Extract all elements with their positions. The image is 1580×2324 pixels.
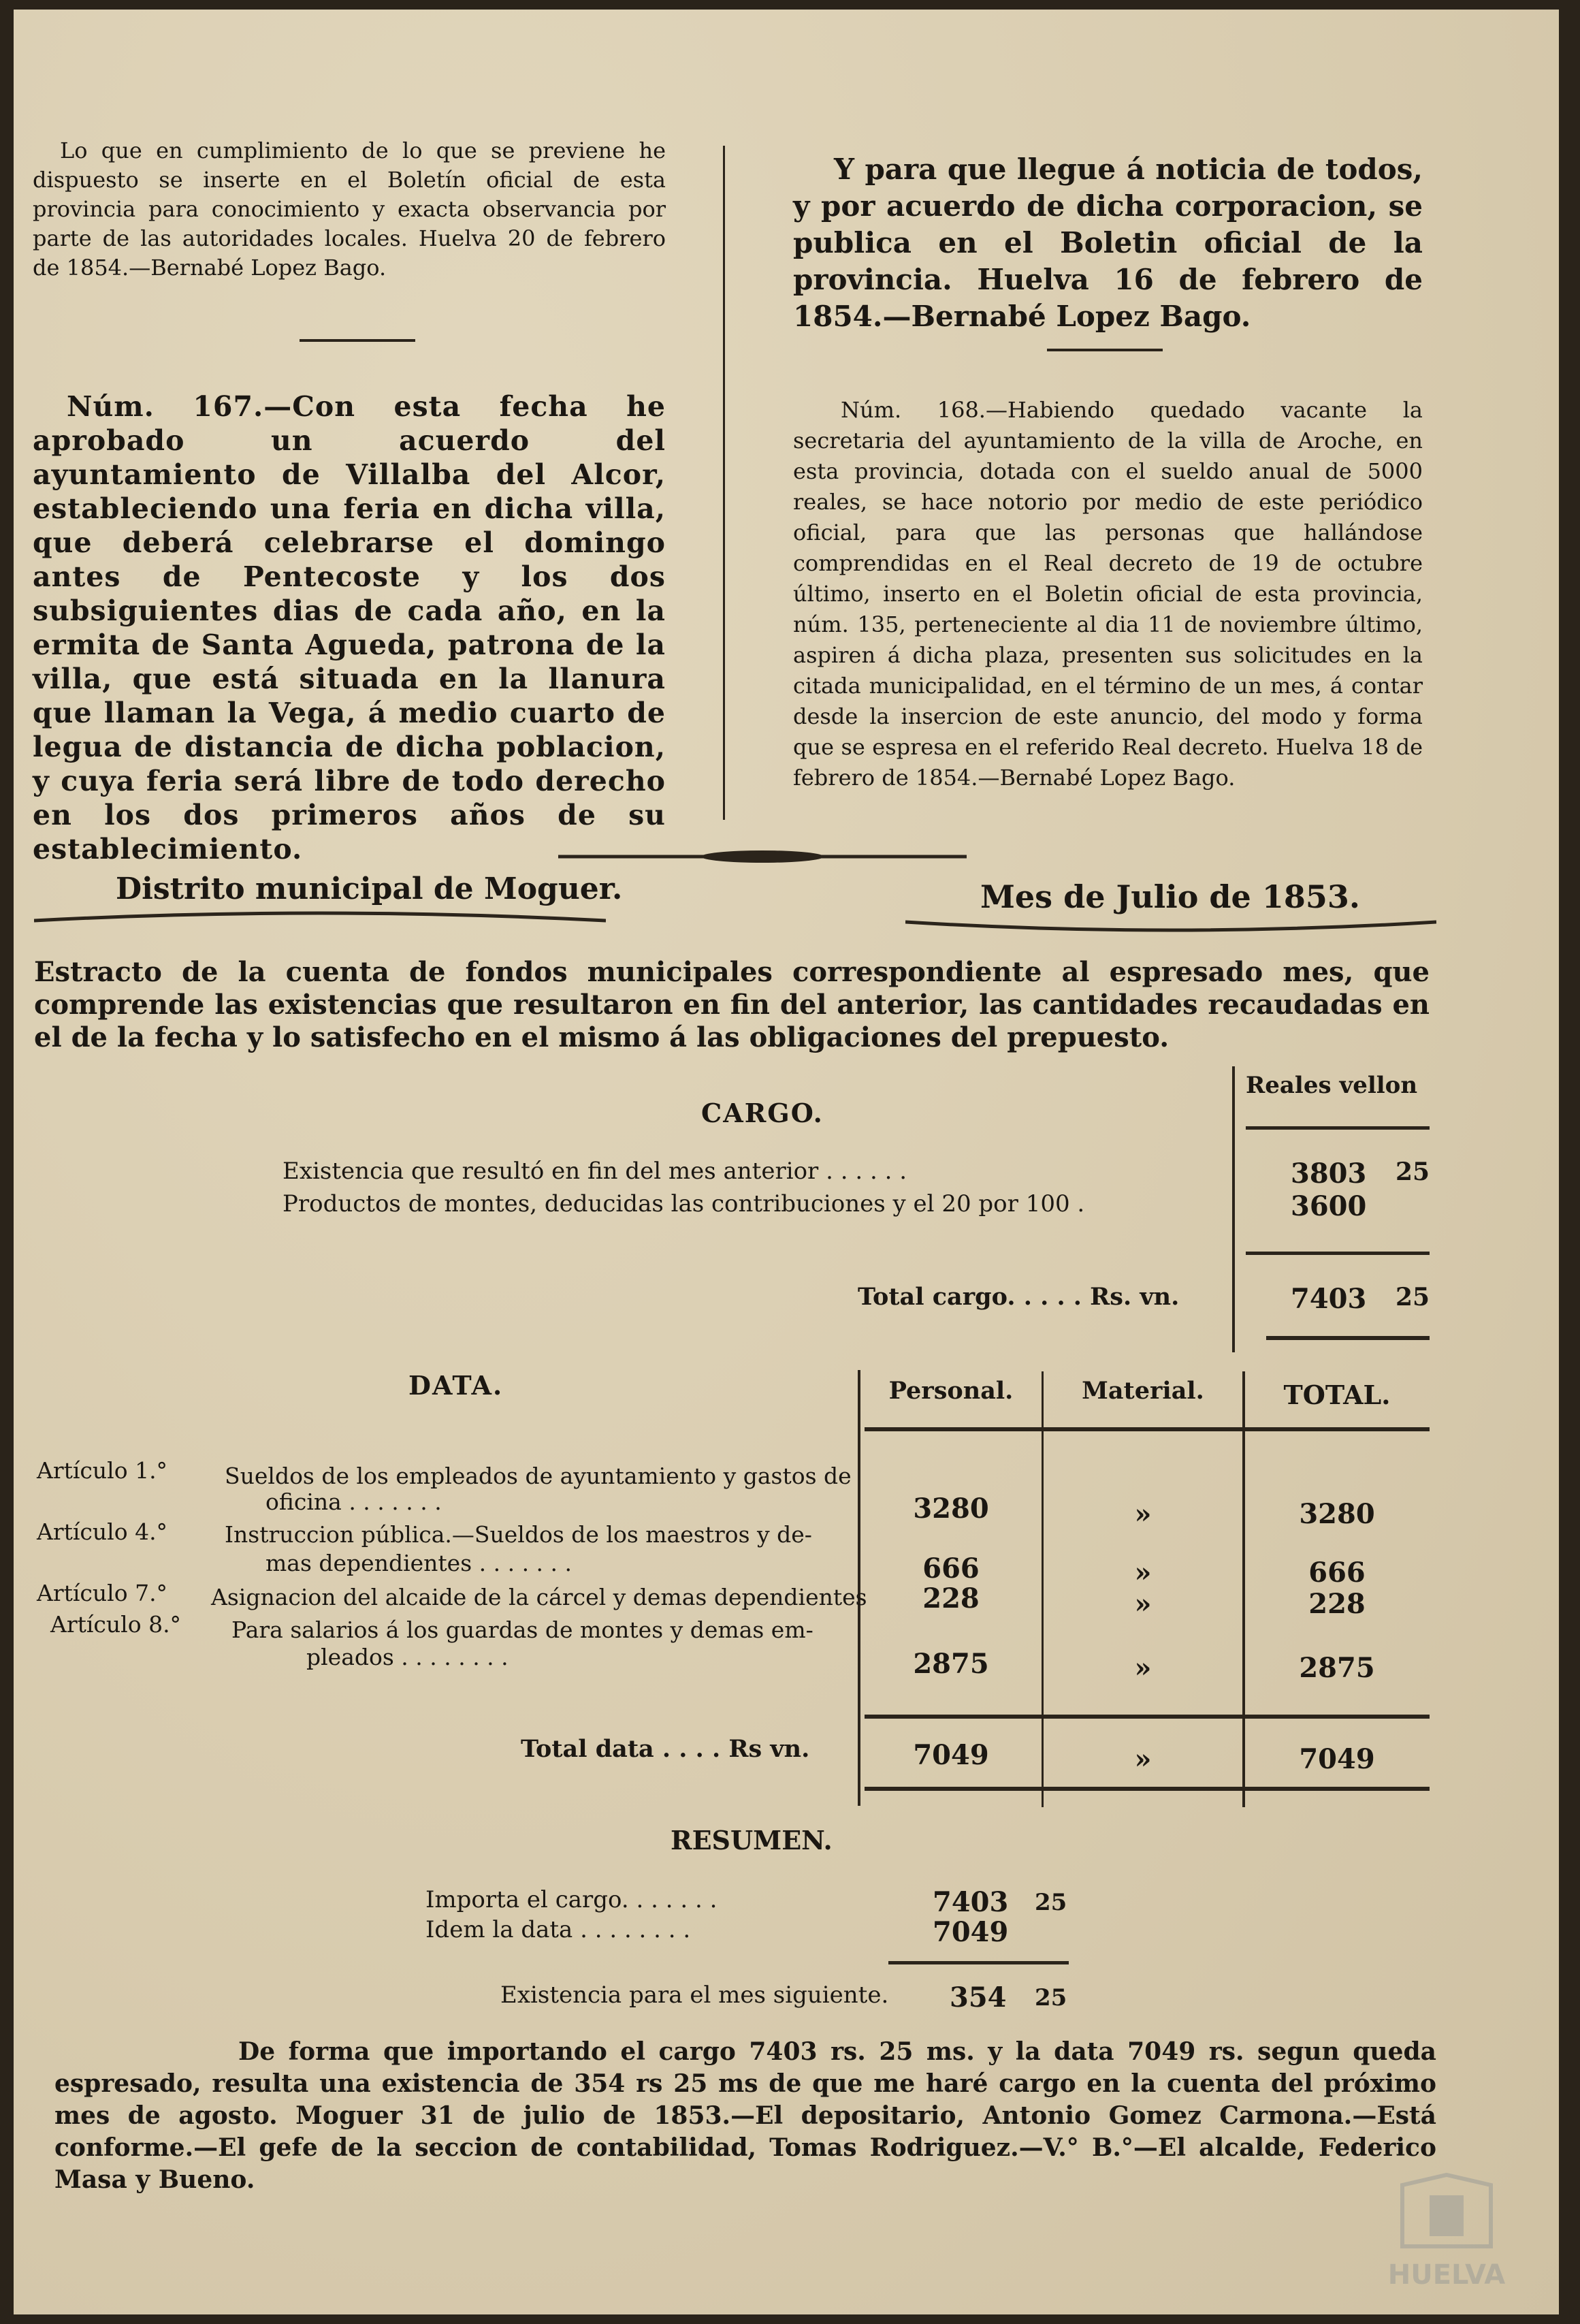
data-row-4-article: Artículo 8.° [50,1611,182,1638]
resumen-importa-cents: 25 [1035,1889,1067,1916]
district-underline [34,908,606,929]
data-total-total: 7049 [1299,1743,1375,1775]
data-total-rule [865,1715,1430,1719]
newspaper-page [14,10,1559,2314]
short-separator-right [1047,349,1163,351]
data-row-3-line1: Asignacion del alcaide de la cárcel y demas dependientes [211,1584,867,1610]
data-row-1-material: » [1134,1498,1152,1530]
data-double-rule [865,1787,1430,1791]
extract-paragraph: Estracto de la cuenta de fondos municipales correspondiente al espresado mes, que comprende las existencias que resultaron en fin del anterior, las cantidades recaudadas en el de la fecha y lo satisfecho en el mismo á las obligaciones del prepuesto. [34,956,1430,1053]
cargo-total-label: Total cargo. . . . . Rs. vn. [858,1283,1180,1311]
cargo-title: CARGO. [701,1098,824,1128]
data-row-4-total: 2875 [1299,1652,1375,1684]
data-row-4-line1: Para salarios á los guardas de montes y demas em- [231,1617,813,1643]
short-separator [300,339,415,342]
data-row-1-personal: 3280 [913,1493,989,1525]
cargo-row-1-label: Existencia que resultó en fin del mes anterior . . . . . . [283,1158,907,1185]
data-row-1-article: Artículo 1.° [37,1457,168,1484]
data-row-3-article: Artículo 7.° [37,1580,168,1606]
data-row-2-material: » [1134,1557,1152,1589]
header-personal: Personal. [888,1377,1014,1405]
closing-paragraph: De forma que importando el cargo 7403 rs. 25 ms. y la data 7049 rs. segun queda espresado, resulta una existencia de 354 rs 25 ms de que me haré cargo en la cuenta del próximo mes de agosto. Moguer 31 de julio de 1853.—El depositario, Antonio Gomez Carmona.—Está conforme.—El gefe de la seccion de contabilidad, Tomas Rodriguez.—V.° B.°—El alcalde, Federico Masa y Bueno. [54,2037,1436,2194]
data-header-rule [865,1427,1430,1431]
data-row-4-material: » [1134,1652,1152,1684]
resumen-idem-reales: 7049 [933,1916,1009,1948]
cargo-col-header: Reales vellon [1246,1072,1418,1099]
resumen-existencia-cents: 25 [1035,1984,1067,2011]
announcement-167: Núm. 167.—Con esta fecha he aprobado un acuerdo del ayuntamiento de Villalba del Alcor, estableciendo una feria en dicha villa, que deberá celebrarse el domingo antes de Pentecoste y los dos subsiguientes dias de cada año, en la ermita de Santa Agueda, patrona de la villa, que está situada en la llanura que llaman la Vega, á medio cuarto de legua de distancia de dicha poblacion, y cuya feria será libre de todo derecho en los dos primeros años de su establecimiento. [33,390,666,865]
cargo-row-2-label: Productos de montes, deducidas las contribuciones y el 20 por 100 . [283,1190,1085,1217]
cargo-total-rule [1246,1252,1430,1255]
data-row-2-line2: mas dependientes . . . . . . . [265,1550,572,1576]
announcement-168: Núm. 168.—Habiendo quedado vacante la secretaria del ayuntamiento de la villa de Aroche, en esta provincia, dotada con el sueldo anual de 5000 reales, se hace notorio por medio de este periódico oficial, para que las personas que hallándose comprendidas en el Real decreto de 19 de octubre último, inserto en el Boletin oficial de esta provincia, núm. 135, perteneciente al dia 11 de noviembre último, aspiren á dicha plaza, presenten sus solicitudes en la citada municipalidad, en el término de un mes, á contar desde la insercion de este anuncio, del modo y forma que se espresa en el referido Real decreto. Huelva 18 de febrero de 1854.—Bernabé Lopez Bago. [793,397,1423,791]
district-heading: Distrito municipal de Moguer. [116,872,623,906]
data-row-2-personal: 666 [922,1553,980,1585]
header-material: Material. [1082,1377,1204,1405]
data-total-personal: 7049 [913,1739,989,1771]
left-notice: Lo que en cumplimiento de lo que se previene he dispuesto se inserte en el Boletín oficial de esta provincia para conocimiento y exacta observancia por parte de las autoridades locales. Huelva 20 de febrero de 1854.—Bernabé Lopez Bago. [33,138,666,281]
data-row-3-personal: 228 [922,1582,980,1614]
resumen-existencia-label: Existencia para el mes siguiente. [500,1981,889,2009]
month-underline [905,915,1436,936]
cargo-total-reales: 7403 [1291,1283,1367,1315]
data-row-1-line1: Sueldos de los empleados de ayuntamiento y gastos de [225,1463,852,1489]
data-row-3-total: 228 [1308,1588,1366,1620]
resumen-title: RESUMEN. [671,1825,833,1856]
data-total-label: Total data . . . . Rs vn. [521,1735,810,1763]
resumen-importa-label: Importa el cargo. . . . . . . [425,1886,718,1913]
data-row-2-article: Artículo 4.° [37,1518,168,1545]
resumen-importa-reales: 7403 [933,1886,1009,1918]
resumen-idem-label: Idem la data . . . . . . . . [425,1916,691,1943]
month-heading: Mes de Julio de 1853. [980,878,1360,915]
column-divider [723,146,725,820]
right-notice: Y para que llegue á noticia de todos, y por acuerdo de dicha corporacion, se publica en el Boletin oficial de la provincia. Huelva 16 de febrero de 1854.—Bernabé Lopez Bago. [793,153,1423,333]
cargo-double-rule [1266,1336,1430,1340]
header-total: TOTAL. [1283,1380,1391,1410]
data-row-4-line2: pleados . . . . . . . . [306,1644,509,1670]
stamp-text: HUELVA [1387,2259,1506,2291]
data-title: DATA. [408,1370,504,1401]
data-row-2-line1: Instruccion pública.—Sueldos de los maestros y de- [225,1521,812,1548]
cargo-total-cents: 25 [1396,1283,1430,1311]
data-row-1-line2: oficina . . . . . . . [265,1489,442,1515]
resumen-rule [888,1961,1069,1964]
cargo-divider [1232,1066,1235,1352]
data-row-3-material: » [1134,1588,1152,1620]
cargo-row-1-reales: 3803 [1291,1158,1367,1190]
data-total-material: » [1134,1743,1152,1775]
data-row-2-total: 666 [1308,1557,1366,1589]
library-stamp-logo [1375,2171,1518,2294]
ornamental-divider [558,848,967,865]
cargo-row-1-cents: 25 [1396,1158,1430,1186]
data-row-4-personal: 2875 [913,1648,989,1680]
data-row-1-total: 3280 [1299,1498,1375,1530]
resumen-existencia-reales: 354 [950,1981,1007,2013]
cargo-row-2-reales: 3600 [1291,1190,1367,1222]
cargo-header-rule [1246,1126,1430,1130]
